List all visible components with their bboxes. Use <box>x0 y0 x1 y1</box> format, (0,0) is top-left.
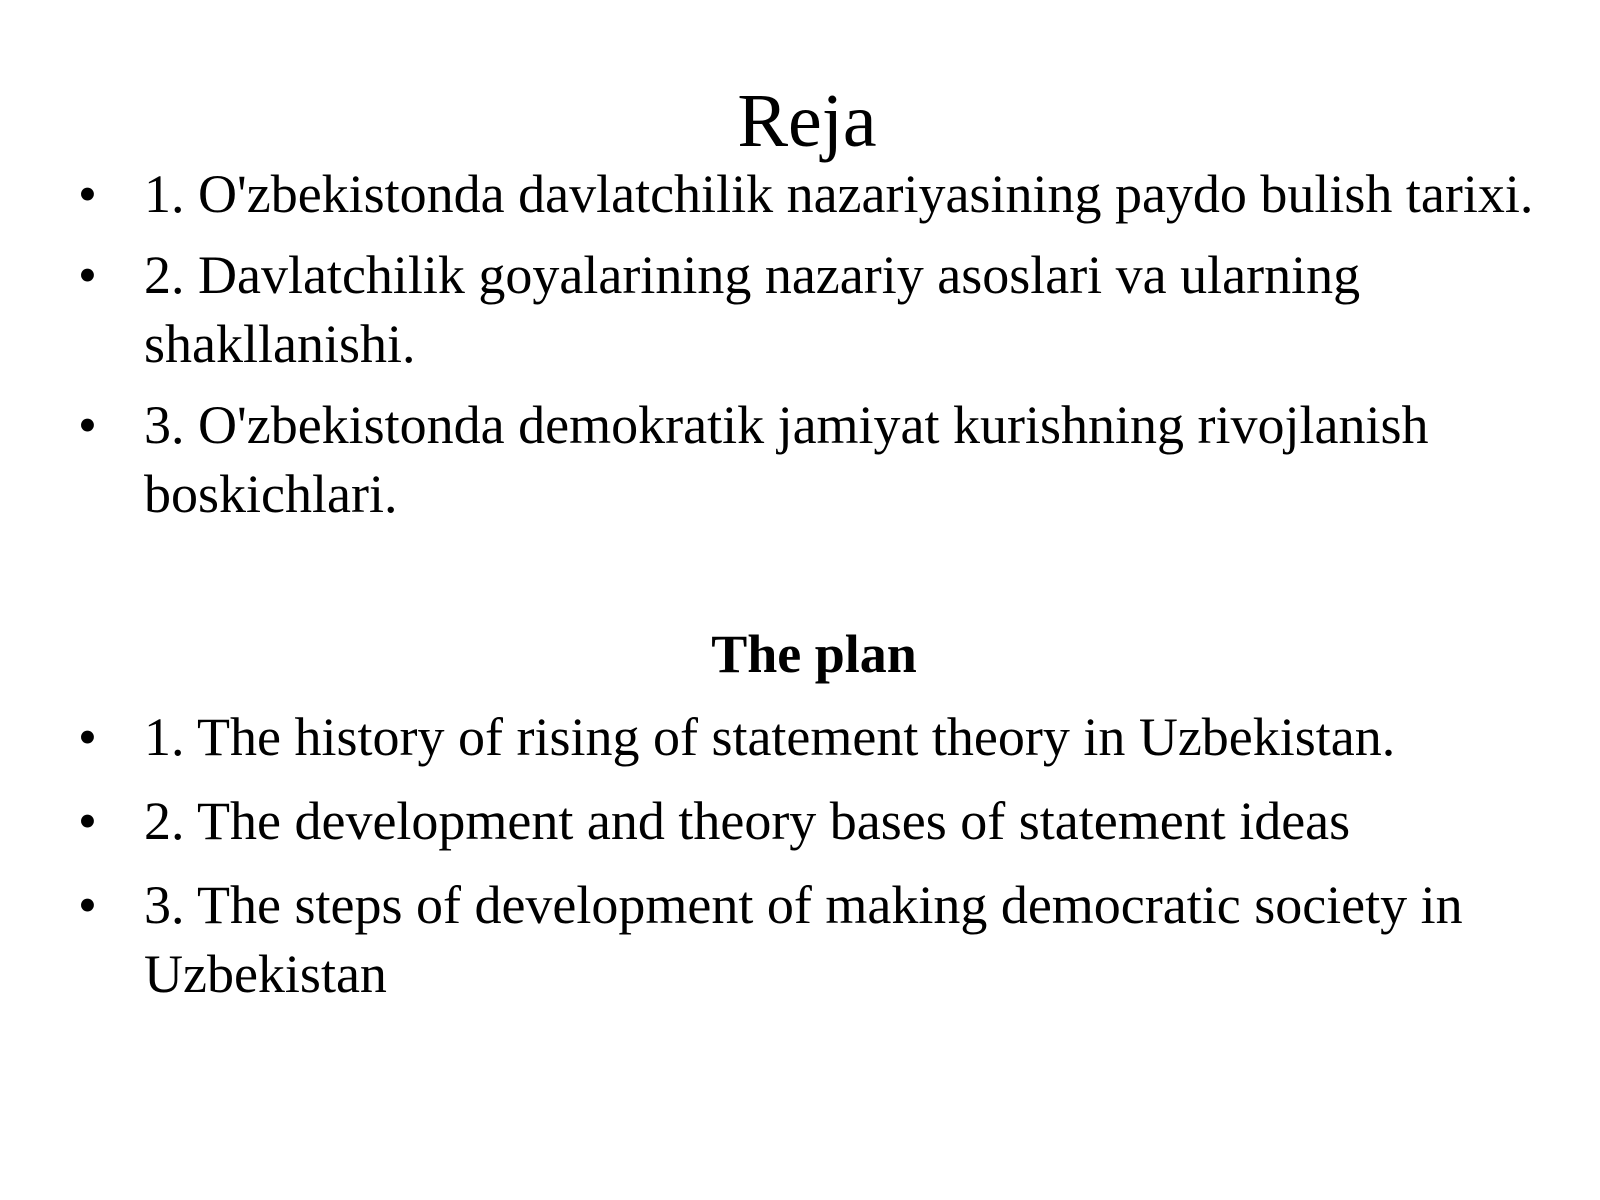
bullet-icon: • <box>78 395 97 455</box>
bullet-icon: • <box>78 164 97 224</box>
bullet-icon: • <box>78 791 97 851</box>
list-item-text: 2. The development and theory bases of statement ideas <box>144 791 1351 851</box>
bullet-icon: • <box>78 875 97 935</box>
list-item <box>78 160 1578 229</box>
list-item <box>78 703 1578 772</box>
list-item-text: 2. Davlatchilik goyalarining nazariy asoslari va ularning shakllanishi. <box>144 245 1361 374</box>
list-item <box>78 391 1578 529</box>
section-subtitle: The plan <box>711 624 917 684</box>
list-item-text: 1. The history of rising of statement theory in Uzbekistan. <box>144 707 1396 767</box>
slide-title: Reja <box>737 79 877 163</box>
uzbek-plan-list <box>78 160 1578 541</box>
list-item-text: 3. The steps of development of making democratic society in Uzbekistan <box>144 875 1463 1004</box>
list-item <box>78 871 1578 1009</box>
english-plan-list <box>78 703 1578 1024</box>
list-item-text: 1. O'zbekistonda davlatchilik nazariyasining paydo bulish tarixi. <box>144 164 1534 224</box>
list-item-text: 3. O'zbekistonda demokratik jamiyat kurishning rivojlanish boskichlari. <box>144 395 1429 524</box>
bullet-icon: • <box>78 245 97 305</box>
list-item <box>78 787 1578 856</box>
list-item <box>78 241 1578 379</box>
bullet-icon: • <box>78 707 97 767</box>
